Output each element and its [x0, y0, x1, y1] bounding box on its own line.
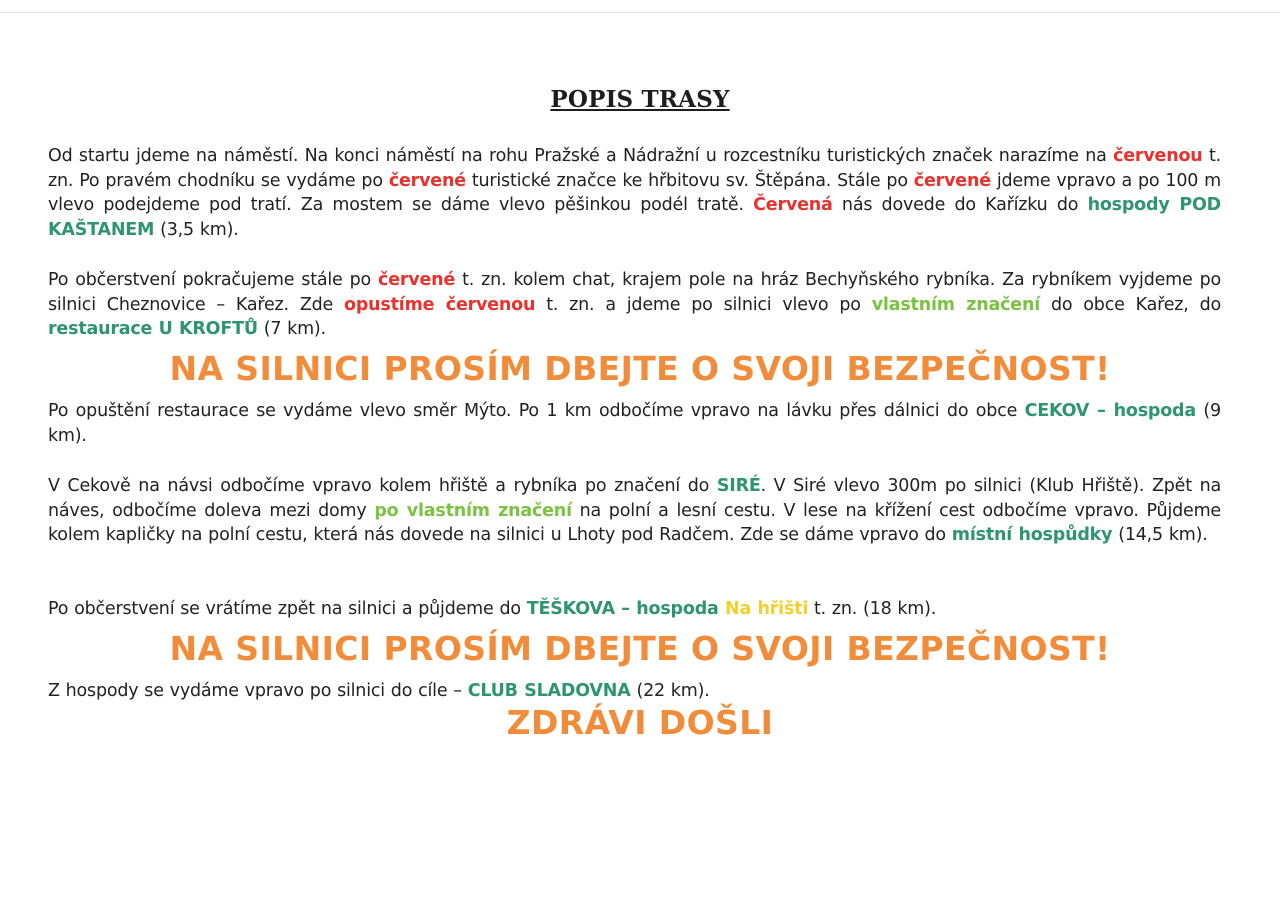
text-segment: Po občerstvení pokračujeme stále po: [48, 270, 379, 290]
paragraph-refreshment: [48, 268, 1221, 342]
own-marking-text: vlastním značení: [871, 294, 1041, 315]
paragraph-finish: [48, 679, 1221, 704]
text-segment: (9 km).: [48, 401, 1221, 446]
text-segment: V Cekově na návsi odbočíme vpravo kolem hřiště a rybníka po značení do: [48, 476, 717, 496]
text-segment: turistické značce ke hřbitovu sv. Štěpána. Stále po: [465, 170, 914, 191]
own-marking-text: po vlastním značení: [374, 500, 572, 521]
text-segment: na polní a lesní cestu. V lese na křížení cest odbočíme vpravo. Půjdeme kolem kapličky na polní cestu, která nás dovede na silnici u Lhoty pod Radčem. Zde se dáme vpravo do: [48, 500, 1221, 545]
text-segment: t. zn. kolem chat, krajem pole na hráz Bechyňského rybníka. Za rybníkem vyjdeme po silnici Cheznovice – Kařez. Zde: [48, 270, 1222, 315]
paragraph-teskov: [48, 597, 1221, 622]
safety-warning-1: NA SILNICI PROSÍM DBEJTE O SVOJI BEZPEČNOST!: [169, 349, 1111, 388]
closing-greeting: ZDRÁVI DOŠLI: [506, 703, 774, 742]
yellow-marking-text: Na hřišti: [718, 599, 809, 619]
red-mark-text: červené: [913, 170, 991, 191]
scan-edge-line: [0, 12, 1280, 13]
checkpoint-name: restaurace U KROFTŮ: [48, 319, 258, 339]
red-mark-text: červené: [378, 270, 456, 290]
checkpoint-name: CEKOV – hospoda: [1024, 401, 1196, 421]
red-mark-text: Červená: [753, 195, 833, 215]
text-segment: (22 km).: [630, 681, 710, 701]
red-mark-text: červenou: [1113, 146, 1203, 166]
text-segment: (14,5 km).: [1112, 525, 1208, 545]
safety-warning-2: NA SILNICI PROSÍM DBEJTE O SVOJI BEZPEČNOST!: [169, 629, 1111, 668]
red-mark-text: opustíme červenou: [344, 294, 536, 315]
text-segment: (7 km).: [257, 319, 326, 339]
text-segment: Od startu jdeme na náměstí. Na konci náměstí na rohu Pražské a Nádražní u rozcestníku turistických značek narazíme na: [48, 146, 1114, 166]
paragraph-start: [48, 144, 1221, 242]
text-segment: Po občerstvení se vrátíme zpět na silnici a půjdeme do: [48, 599, 527, 619]
text-segment: jdeme vpravo a po 100 m vlevo podejdeme pod tratí. Za mostem se dáme vlevo pěšinkou podél tratě.: [48, 170, 1222, 215]
page-title: POPIS TRASY: [550, 86, 730, 113]
text-segment: Z hospody se vydáme vpravo po silnici do cíle –: [48, 681, 468, 701]
text-segment: t. zn. Po pravém chodníku se vydáme po: [48, 146, 1222, 191]
text-segment: nás dovede do Kařízku do: [832, 195, 1088, 215]
paragraph-cekov: [48, 399, 1221, 448]
text-segment: do obce Kařez, do: [1040, 294, 1221, 315]
checkpoint-name: TĚŠKOVA – hospoda: [526, 599, 719, 619]
checkpoint-name: místní hospůdky: [951, 525, 1113, 545]
text-segment: t. zn. a jdeme po silnici vlevo po: [535, 294, 872, 315]
text-segment: t. zn. (18 km).: [808, 599, 937, 619]
checkpoint-name: hospody POD KAŠTANEM: [48, 195, 1221, 240]
text-segment: (3,5 km).: [154, 219, 239, 240]
red-mark-text: červené: [388, 170, 466, 191]
checkpoint-name: SIRÉ: [716, 476, 761, 496]
paragraph-sire: [48, 474, 1221, 548]
text-segment: Po opuštění restaurace se vydáme vlevo směr Mýto. Po 1 km odbočíme vpravo na lávku přes dálnici do obce: [48, 401, 1025, 421]
checkpoint-name: CLUB SLADOVNA: [467, 681, 631, 701]
text-segment: . V Siré vlevo 300m po silnici (Klub Hřiště). Zpět na náves, odbočíme doleva mezi domy: [48, 476, 1221, 521]
